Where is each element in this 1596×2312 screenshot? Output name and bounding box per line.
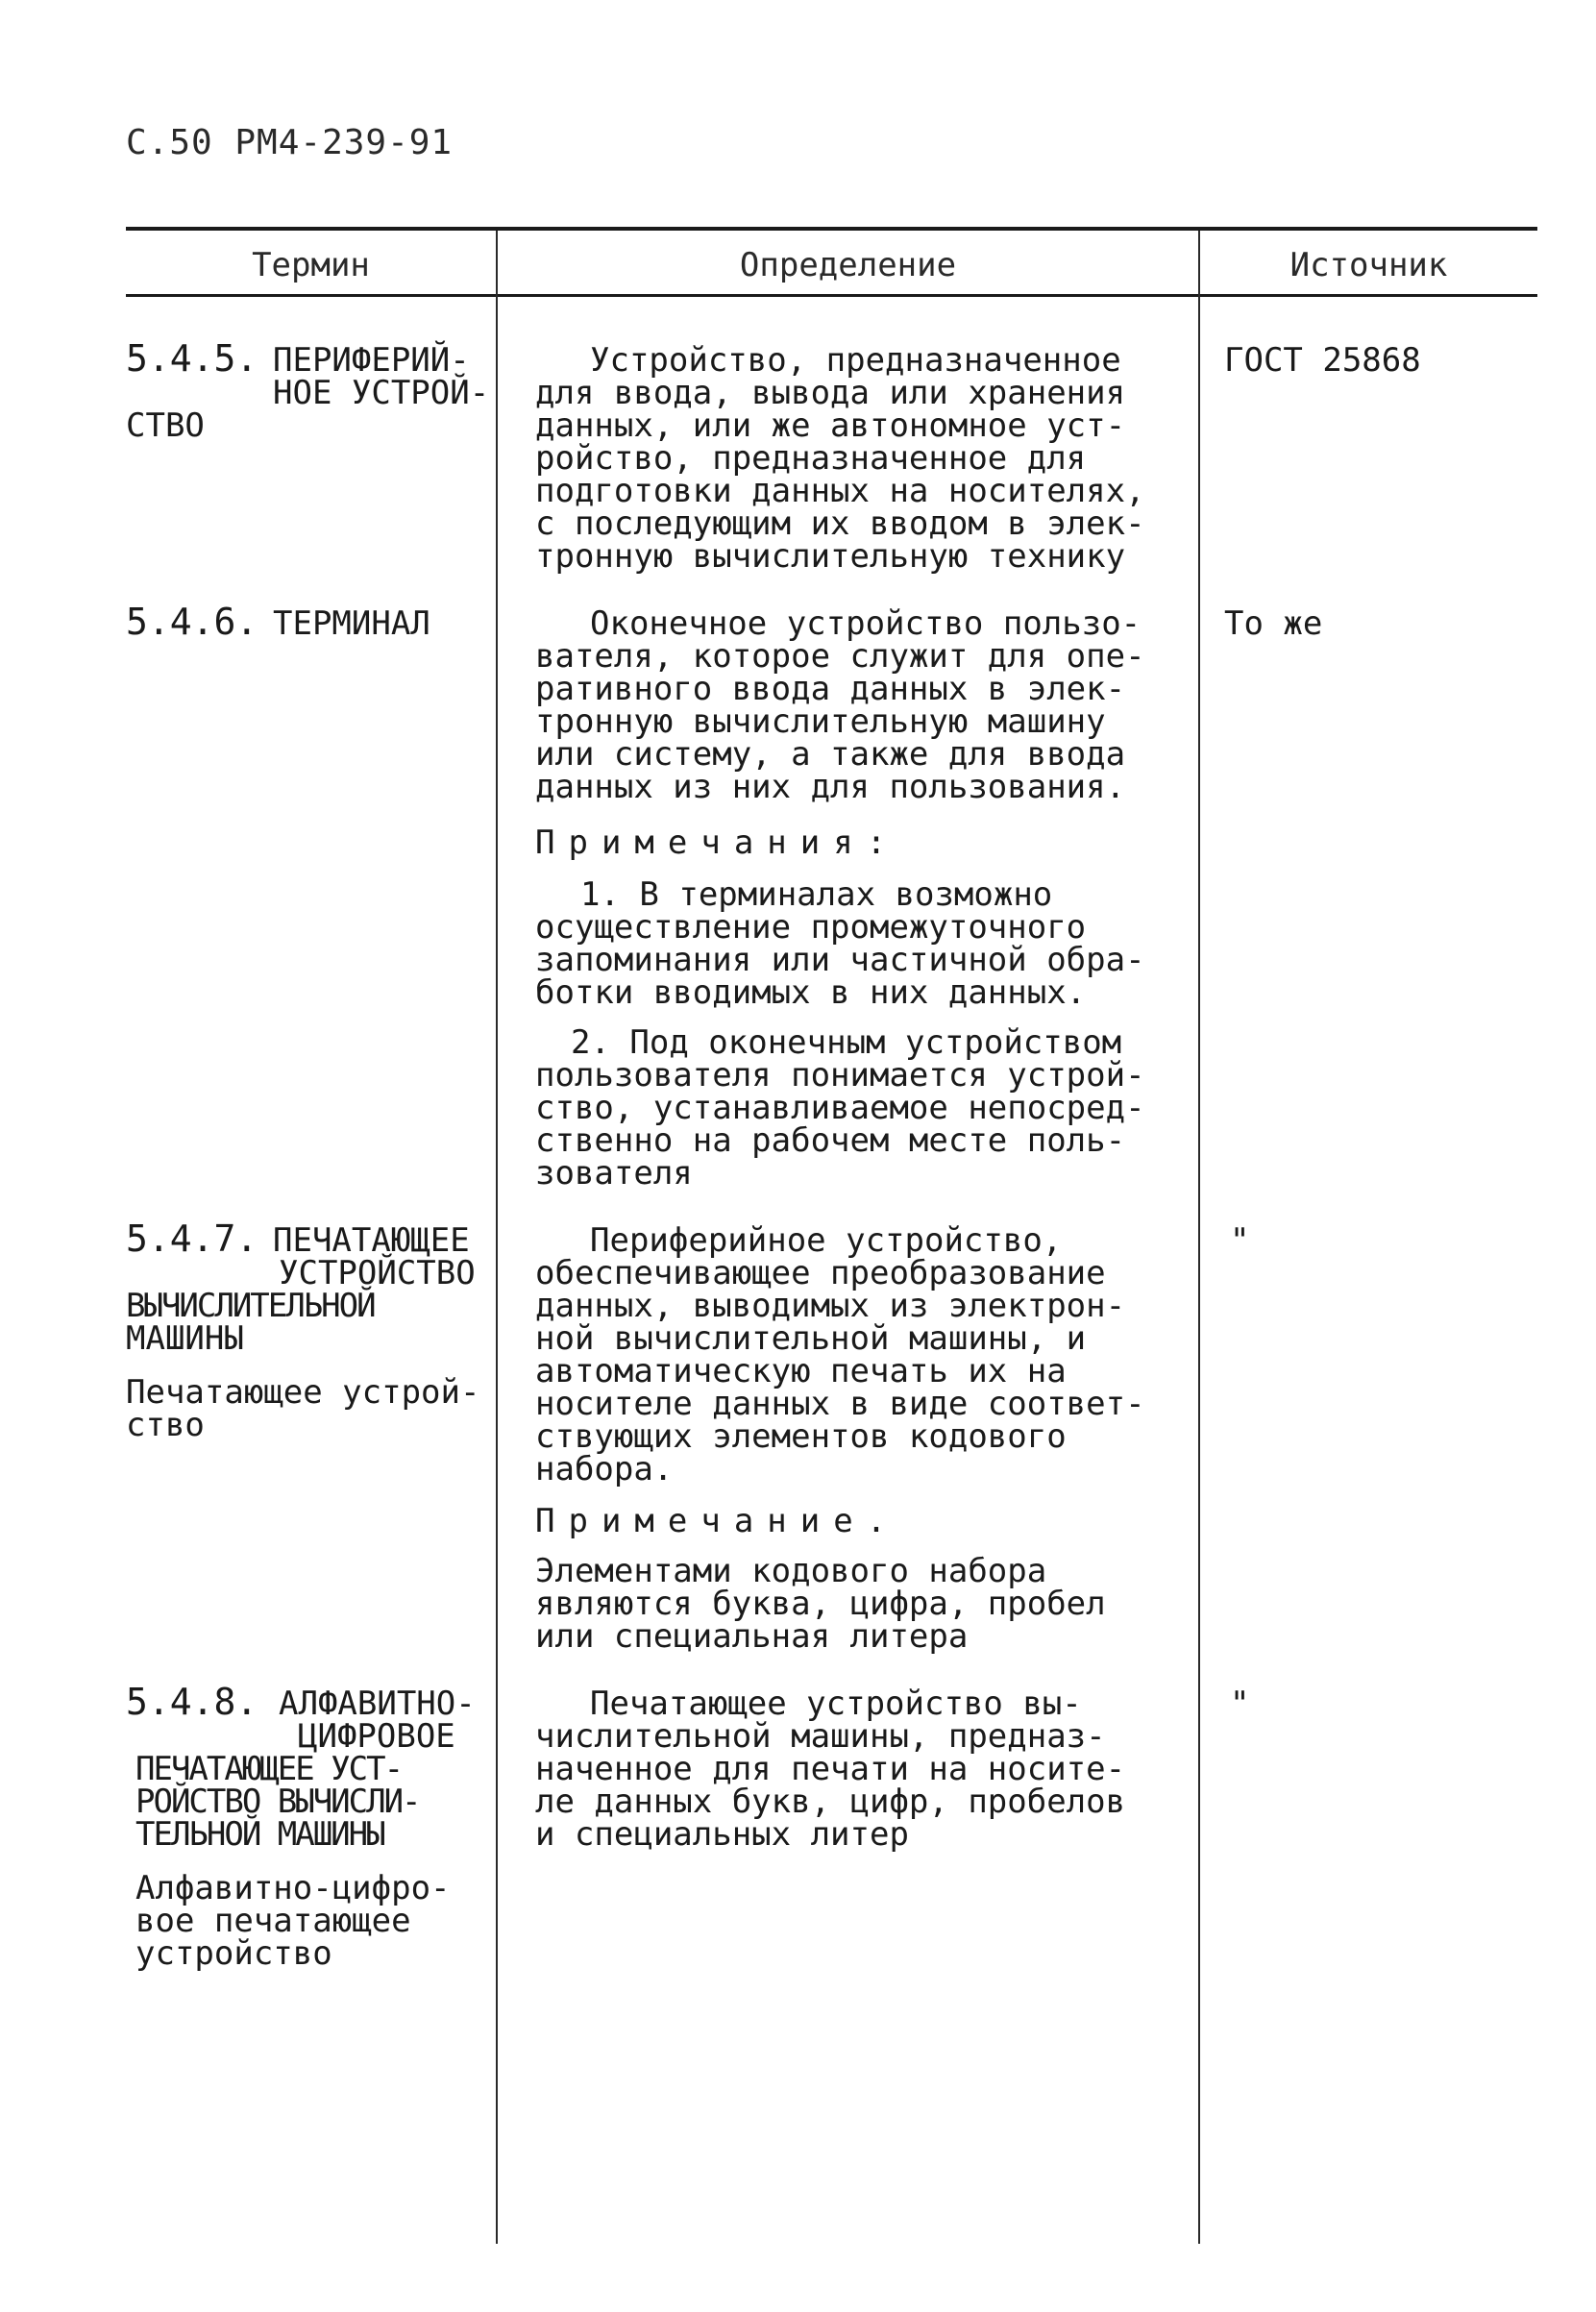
- definition-line: для ввода, вывода или хранения: [535, 374, 1126, 412]
- definition-line: числительной машины, предназ-: [535, 1717, 1106, 1756]
- column-header-source: Источник: [1289, 246, 1448, 284]
- definition-line: автоматическую печать их на: [535, 1352, 1067, 1390]
- note-line: ботки вводимых в них данных.: [535, 973, 1087, 1012]
- column-header-definition: Определение: [739, 246, 957, 284]
- synonym-line: устройство: [135, 1934, 332, 1973]
- definition-line: и специальных литер: [535, 1815, 909, 1854]
- column-divider-right: [1198, 231, 1200, 2244]
- entry-number: 5.4.8.: [126, 1681, 258, 1723]
- note-line: или специальная литера: [535, 1617, 969, 1656]
- definition-line: тронную вычислительную машину: [535, 702, 1106, 741]
- note-line: пользователя понимается устрой-: [535, 1056, 1145, 1095]
- definition-line: наченное для печати на носите-: [535, 1750, 1126, 1788]
- definition-line: данных, или же автономное уст-: [535, 406, 1126, 445]
- definition-line: ствующих элементов кодового: [535, 1417, 1067, 1456]
- synonym-line: Алфавитно-цифро-: [135, 1869, 451, 1907]
- term-line: УСТРОЙСТВО: [279, 1254, 476, 1292]
- term-line: ЦИФРОВОЕ: [298, 1717, 455, 1756]
- definition-line: набора.: [535, 1450, 674, 1488]
- note-line: являются буква, цифра, пробел: [535, 1585, 1106, 1623]
- column-divider-left: [496, 231, 498, 2244]
- definition-line: ной вычислительной машины, и: [535, 1319, 1087, 1358]
- synonym-line: ство: [126, 1406, 205, 1444]
- definition-line: носителе данных в виде соответ-: [535, 1385, 1145, 1423]
- term-line: ТЕЛЬНОЙ МАШИНЫ: [135, 1815, 384, 1854]
- note-line: 2. Под оконечным устройством: [571, 1023, 1122, 1062]
- definition-line: Печатающее устройство вы-: [590, 1685, 1082, 1723]
- column-header-term: Термин: [252, 246, 370, 284]
- term-line: ПЕРИФЕРИЙ-: [273, 341, 470, 380]
- term-line: СТВО: [126, 406, 205, 445]
- entry-number: 5.4.6.: [126, 601, 258, 643]
- term-line: ПЕЧАТАЮЩЕЕ УСТ-: [135, 1750, 403, 1788]
- term-line: ПЕЧАТАЮЩЕЕ: [273, 1221, 470, 1260]
- term-line: НОЕ УСТРОЙ-: [273, 374, 490, 412]
- source-text: ГОСТ 25868: [1224, 341, 1421, 380]
- source-text: ": [1230, 1685, 1250, 1723]
- note-line: ство, устанавливаемое непосред-: [535, 1089, 1145, 1127]
- source-text: То же: [1224, 604, 1323, 643]
- definition-line: обеспечивающее преобразование: [535, 1254, 1106, 1292]
- note-line: ственно на рабочем месте поль-: [535, 1121, 1126, 1160]
- source-text: ": [1230, 1221, 1250, 1260]
- definition-line: ративного ввода данных в элек-: [535, 670, 1126, 708]
- term-line: ВЫЧИСЛИТЕЛЬНОЙ: [126, 1287, 375, 1325]
- definition-line: данных из них для пользования.: [535, 768, 1126, 806]
- definition-line: ройство, предназначенное для: [535, 439, 1087, 478]
- definition-line: или систему, а также для ввода: [535, 735, 1126, 774]
- term-line: РОЙСТВО ВЫЧИСЛИ-: [135, 1783, 420, 1821]
- definition-line: Периферийное устройство,: [590, 1221, 1063, 1260]
- note-line: запоминания или частичной обра-: [535, 941, 1145, 979]
- synonym-line: вое печатающее: [135, 1902, 411, 1940]
- note-line: Элементами кодового набора: [535, 1552, 1047, 1590]
- note-heading: Примечания:: [535, 824, 900, 862]
- definition-line: вателя, которое служит для опе-: [535, 637, 1145, 676]
- note-line: 1. В терминалах возможно: [580, 875, 1053, 914]
- table-header-rule: [126, 294, 1537, 297]
- entry-number: 5.4.7.: [126, 1217, 258, 1260]
- table-top-rule: [126, 227, 1537, 231]
- note-line: осуществление промежуточного: [535, 908, 1087, 947]
- definition-line: Оконечное устройство пользо-: [590, 604, 1142, 643]
- entry-number: 5.4.5.: [126, 337, 258, 380]
- page-header: С.50 РМ4-239-91: [126, 123, 454, 162]
- term-line: АЛФАВИТНО-: [279, 1685, 476, 1723]
- definition-line: подготовки данных на носителях,: [535, 472, 1145, 510]
- synonym-line: Печатающее устрой-: [126, 1373, 480, 1412]
- note-heading: Примечание.: [535, 1502, 900, 1540]
- term-line: МАШИНЫ: [126, 1319, 244, 1358]
- definition-line: ле данных букв, цифр, пробелов: [535, 1783, 1126, 1821]
- definition-line: с последующим их вводом в элек-: [535, 504, 1145, 543]
- definition-line: Устройство, предназначенное: [590, 341, 1121, 380]
- definition-line: тронную вычислительную технику: [535, 537, 1126, 576]
- note-line: зователя: [535, 1154, 693, 1193]
- definition-line: данных, выводимых из электрон-: [535, 1287, 1126, 1325]
- term-line: ТЕРМИНАЛ: [273, 604, 430, 643]
